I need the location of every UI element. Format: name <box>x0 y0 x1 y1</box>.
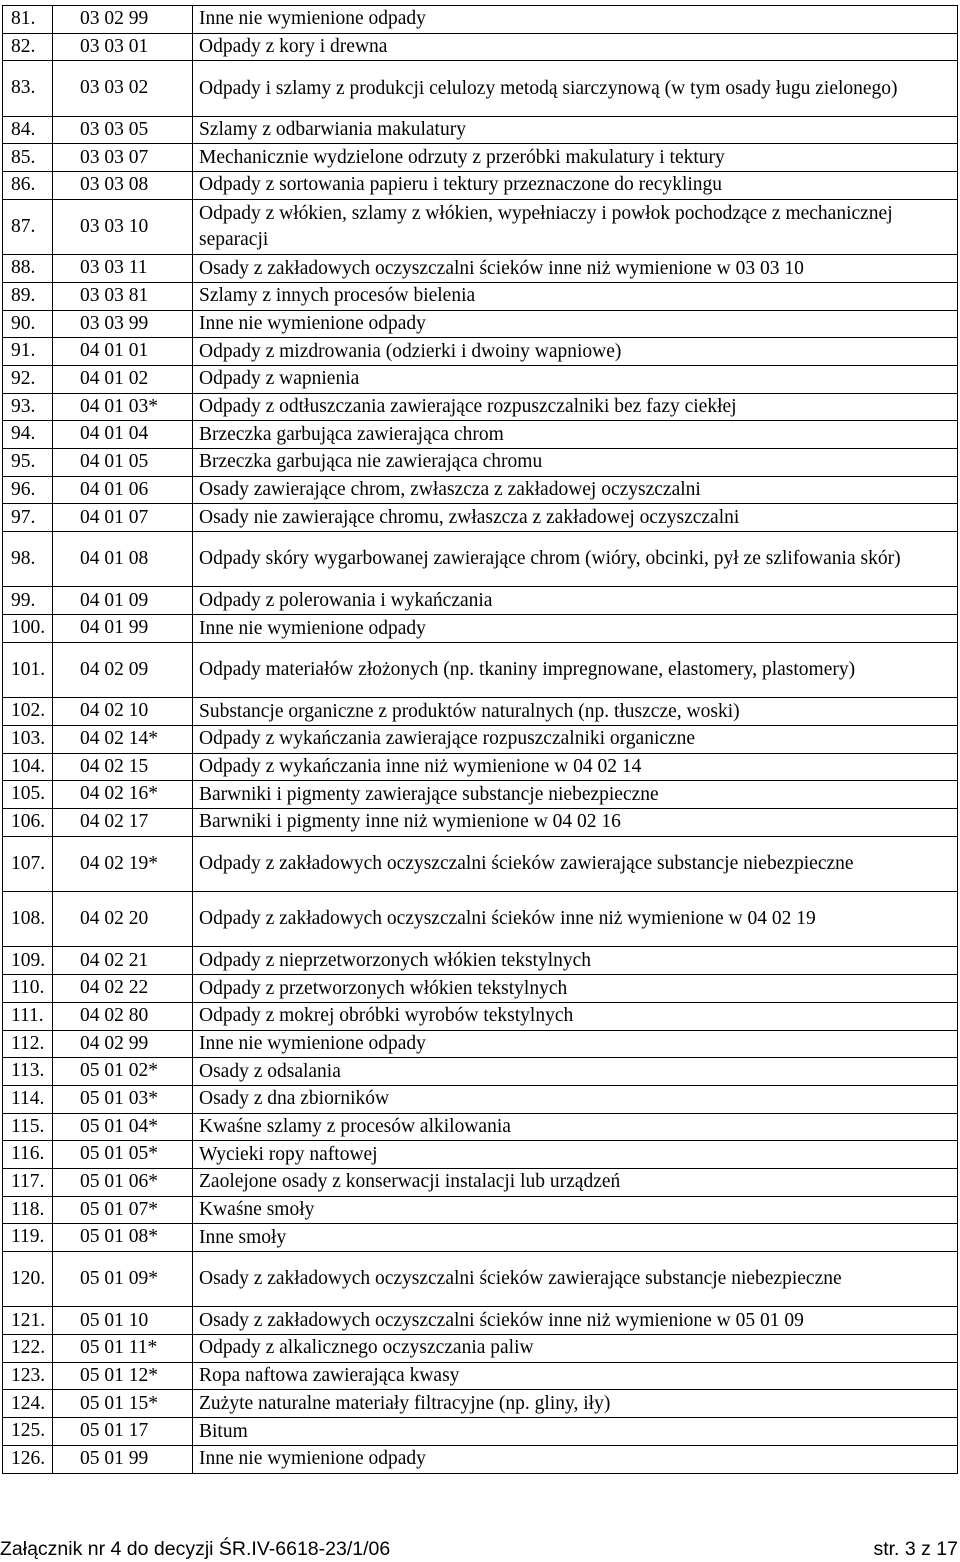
table-row <box>3 199 958 254</box>
table-row <box>3 809 958 837</box>
waste-code: 04 02 15 <box>53 753 193 781</box>
row-number: 120. <box>3 1252 53 1307</box>
waste-code: 04 01 04 <box>53 421 193 449</box>
waste-description: Osady zawierające chrom, zwłaszcza z zakładowej oczyszczalni <box>193 476 958 504</box>
row-number: 119. <box>3 1224 53 1252</box>
table-row <box>3 642 958 697</box>
waste-description: Osady z zakładowych oczyszczalni ścieków inne niż wymienione w 05 01 09 <box>193 1307 958 1335</box>
table-row <box>3 33 958 61</box>
row-number: 104. <box>3 753 53 781</box>
table-row <box>3 172 958 200</box>
waste-description: Mechanicznie wydzielone odrzuty z przeróbki makulatury i tektury <box>193 144 958 172</box>
row-number: 86. <box>3 172 53 200</box>
waste-code: 05 01 99 <box>53 1445 193 1473</box>
waste-code: 05 01 09* <box>53 1252 193 1307</box>
table-row <box>3 615 958 643</box>
row-number: 87. <box>3 199 53 254</box>
table-row <box>3 282 958 310</box>
table-row <box>3 947 958 975</box>
waste-code: 05 01 08* <box>53 1224 193 1252</box>
table-row <box>3 975 958 1003</box>
waste-description: Inne nie wymienione odpady <box>193 1445 958 1473</box>
row-number: 110. <box>3 975 53 1003</box>
waste-code: 05 01 12* <box>53 1362 193 1390</box>
waste-code: 03 03 81 <box>53 282 193 310</box>
table-row <box>3 1307 958 1335</box>
waste-code: 04 02 22 <box>53 975 193 1003</box>
row-number: 101. <box>3 642 53 697</box>
row-number: 105. <box>3 781 53 809</box>
table-row <box>3 449 958 477</box>
row-number: 82. <box>3 33 53 61</box>
row-number: 103. <box>3 725 53 753</box>
table-row <box>3 1196 958 1224</box>
waste-code: 05 01 07* <box>53 1196 193 1224</box>
waste-code: 04 01 05 <box>53 449 193 477</box>
waste-code: 04 01 06 <box>53 476 193 504</box>
waste-code: 03 03 07 <box>53 144 193 172</box>
row-number: 124. <box>3 1390 53 1418</box>
table-row <box>3 61 958 116</box>
waste-description: Barwniki i pigmenty inne niż wymienione w 04 02 16 <box>193 809 958 837</box>
table-row <box>3 698 958 726</box>
table-row <box>3 6 958 34</box>
waste-description: Inne nie wymienione odpady <box>193 615 958 643</box>
waste-description: Odpady z kory i drewna <box>193 33 958 61</box>
waste-code: 03 03 11 <box>53 255 193 283</box>
waste-code: 05 01 17 <box>53 1418 193 1446</box>
waste-code: 04 02 80 <box>53 1002 193 1030</box>
waste-code: 04 02 21 <box>53 947 193 975</box>
table-row <box>3 781 958 809</box>
waste-description: Inne nie wymienione odpady <box>193 6 958 34</box>
waste-description: Ropa naftowa zawierająca kwasy <box>193 1362 958 1390</box>
waste-description: Bitum <box>193 1418 958 1446</box>
table-row <box>3 338 958 366</box>
waste-code: 04 02 16* <box>53 781 193 809</box>
table-row <box>3 1362 958 1390</box>
row-number: 97. <box>3 504 53 532</box>
waste-description: Odpady i szlamy z produkcji celulozy metodą siarczynową (w tym osady ługu zielonego) <box>193 61 958 116</box>
table-row <box>3 1113 958 1141</box>
row-number: 98. <box>3 532 53 587</box>
waste-codes-table <box>2 5 958 1474</box>
table-row <box>3 310 958 338</box>
row-number: 89. <box>3 282 53 310</box>
table-row <box>3 836 958 891</box>
row-number: 95. <box>3 449 53 477</box>
row-number: 100. <box>3 615 53 643</box>
waste-code: 04 01 08 <box>53 532 193 587</box>
waste-code: 03 02 99 <box>53 6 193 34</box>
waste-description: Odpady z zakładowych oczyszczalni ścieków inne niż wymienione w 04 02 19 <box>193 892 958 947</box>
waste-description: Brzeczka garbująca zawierająca chrom <box>193 421 958 449</box>
waste-description: Odpady z mizdrowania (odzierki i dwoiny wapniowe) <box>193 338 958 366</box>
waste-code: 05 01 15* <box>53 1390 193 1418</box>
row-number: 93. <box>3 393 53 421</box>
waste-code: 03 03 08 <box>53 172 193 200</box>
row-number: 84. <box>3 116 53 144</box>
waste-description: Osady z dna zbiorników <box>193 1085 958 1113</box>
waste-code: 04 02 99 <box>53 1030 193 1058</box>
waste-description: Osady z zakładowych oczyszczalni ścieków inne niż wymienione w 03 03 10 <box>193 255 958 283</box>
table-row <box>3 1058 958 1086</box>
waste-description: Inne nie wymienione odpady <box>193 1030 958 1058</box>
waste-description: Zaolejone osady z konserwacji instalacji lub urządzeń <box>193 1168 958 1196</box>
row-number: 125. <box>3 1418 53 1446</box>
row-number: 85. <box>3 144 53 172</box>
table-row <box>3 1418 958 1446</box>
waste-code: 04 01 01 <box>53 338 193 366</box>
table-row <box>3 255 958 283</box>
table-row <box>3 116 958 144</box>
waste-code: 04 02 10 <box>53 698 193 726</box>
waste-code: 05 01 05* <box>53 1141 193 1169</box>
waste-code: 04 01 09 <box>53 587 193 615</box>
row-number: 113. <box>3 1058 53 1086</box>
row-number: 111. <box>3 1002 53 1030</box>
table-row <box>3 393 958 421</box>
row-number: 102. <box>3 698 53 726</box>
table-row <box>3 753 958 781</box>
table-row <box>3 504 958 532</box>
waste-description: Osady z zakładowych oczyszczalni ścieków zawierające substancje niebezpieczne <box>193 1252 958 1307</box>
waste-code: 03 03 99 <box>53 310 193 338</box>
waste-table-body <box>3 6 958 1474</box>
waste-code: 05 01 04* <box>53 1113 193 1141</box>
row-number: 99. <box>3 587 53 615</box>
row-number: 106. <box>3 809 53 837</box>
waste-code: 04 01 02 <box>53 365 193 393</box>
waste-code: 05 01 11* <box>53 1335 193 1363</box>
table-row <box>3 725 958 753</box>
waste-code: 03 03 10 <box>53 199 193 254</box>
row-number: 115. <box>3 1113 53 1141</box>
table-row <box>3 892 958 947</box>
waste-code: 05 01 02* <box>53 1058 193 1086</box>
row-number: 81. <box>3 6 53 34</box>
waste-description: Szlamy z odbarwiania makulatury <box>193 116 958 144</box>
waste-description: Odpady z wykańczania inne niż wymienione w 04 02 14 <box>193 753 958 781</box>
waste-code: 05 01 10 <box>53 1307 193 1335</box>
row-number: 96. <box>3 476 53 504</box>
footer-page-number: str. 3 z 17 <box>873 1538 958 1560</box>
table-row <box>3 1224 958 1252</box>
waste-code: 03 03 05 <box>53 116 193 144</box>
row-number: 92. <box>3 365 53 393</box>
table-row <box>3 1002 958 1030</box>
row-number: 121. <box>3 1307 53 1335</box>
table-row <box>3 421 958 449</box>
table-row <box>3 1085 958 1113</box>
row-number: 114. <box>3 1085 53 1113</box>
waste-description: Odpady materiałów złożonych (np. tkaniny impregnowane, elastomery, plastomery) <box>193 642 958 697</box>
row-number: 108. <box>3 892 53 947</box>
waste-description: Wycieki ropy naftowej <box>193 1141 958 1169</box>
row-number: 123. <box>3 1362 53 1390</box>
row-number: 118. <box>3 1196 53 1224</box>
waste-code: 04 01 99 <box>53 615 193 643</box>
waste-description: Odpady z nieprzetworzonych włókien tekstylnych <box>193 947 958 975</box>
row-number: 112. <box>3 1030 53 1058</box>
waste-description: Zużyte naturalne materiały filtracyjne (np. gliny, iły) <box>193 1390 958 1418</box>
row-number: 116. <box>3 1141 53 1169</box>
waste-code: 04 02 19* <box>53 836 193 891</box>
waste-description: Kwaśne szlamy z procesów alkilowania <box>193 1113 958 1141</box>
waste-description: Odpady z przetworzonych włókien tekstylnych <box>193 975 958 1003</box>
waste-description: Odpady z sortowania papieru i tektury przeznaczone do recyklingu <box>193 172 958 200</box>
row-number: 126. <box>3 1445 53 1473</box>
waste-description: Odpady z odtłuszczania zawierające rozpuszczalniki bez fazy ciekłej <box>193 393 958 421</box>
table-row <box>3 144 958 172</box>
waste-description: Szlamy z innych procesów bielenia <box>193 282 958 310</box>
row-number: 122. <box>3 1335 53 1363</box>
waste-code: 04 02 20 <box>53 892 193 947</box>
waste-description: Odpady z wapnienia <box>193 365 958 393</box>
waste-description: Odpady z alkalicznego oczyszczania paliw <box>193 1335 958 1363</box>
waste-code: 04 02 14* <box>53 725 193 753</box>
waste-description: Kwaśne smoły <box>193 1196 958 1224</box>
waste-description: Inne smoły <box>193 1224 958 1252</box>
row-number: 90. <box>3 310 53 338</box>
waste-code: 04 02 17 <box>53 809 193 837</box>
waste-code: 03 03 02 <box>53 61 193 116</box>
waste-description: Inne nie wymienione odpady <box>193 310 958 338</box>
waste-description: Osady nie zawierające chromu, zwłaszcza z zakładowej oczyszczalni <box>193 504 958 532</box>
table-row <box>3 532 958 587</box>
row-number: 83. <box>3 61 53 116</box>
row-number: 91. <box>3 338 53 366</box>
table-row <box>3 365 958 393</box>
waste-code: 04 01 07 <box>53 504 193 532</box>
row-number: 117. <box>3 1168 53 1196</box>
waste-code: 04 02 09 <box>53 642 193 697</box>
waste-code: 03 03 01 <box>53 33 193 61</box>
waste-code: 05 01 03* <box>53 1085 193 1113</box>
waste-code: 05 01 06* <box>53 1168 193 1196</box>
table-row <box>3 1030 958 1058</box>
waste-description: Odpady z wykańczania zawierające rozpuszczalniki organiczne <box>193 725 958 753</box>
table-row <box>3 1335 958 1363</box>
waste-description: Odpady z włókien, szlamy z włókien, wypełniaczy i powłok pochodzące z mechanicznej separacji <box>193 199 958 254</box>
table-row <box>3 587 958 615</box>
waste-description: Odpady skóry wygarbowanej zawierające chrom (wióry, obcinki, pył ze szlifowania skór) <box>193 532 958 587</box>
footer-annex-reference: Załącznik nr 4 do decyzji ŚR.IV-6618-23/1/06 <box>0 1538 391 1560</box>
waste-description: Odpady z polerowania i wykańczania <box>193 587 958 615</box>
table-row <box>3 1252 958 1307</box>
waste-description: Substancje organiczne z produktów naturalnych (np. tłuszcze, woski) <box>193 698 958 726</box>
waste-description: Odpady z zakładowych oczyszczalni ścieków zawierające substancje niebezpieczne <box>193 836 958 891</box>
waste-description: Osady z odsalania <box>193 1058 958 1086</box>
waste-code: 04 01 03* <box>53 393 193 421</box>
row-number: 109. <box>3 947 53 975</box>
table-row <box>3 476 958 504</box>
waste-description: Barwniki i pigmenty zawierające substancje niebezpieczne <box>193 781 958 809</box>
row-number: 88. <box>3 255 53 283</box>
table-row <box>3 1141 958 1169</box>
table-row <box>3 1445 958 1473</box>
waste-description: Odpady z mokrej obróbki wyrobów tekstylnych <box>193 1002 958 1030</box>
waste-description: Brzeczka garbująca nie zawierająca chromu <box>193 449 958 477</box>
row-number: 94. <box>3 421 53 449</box>
row-number: 107. <box>3 836 53 891</box>
table-row <box>3 1390 958 1418</box>
table-row <box>3 1168 958 1196</box>
